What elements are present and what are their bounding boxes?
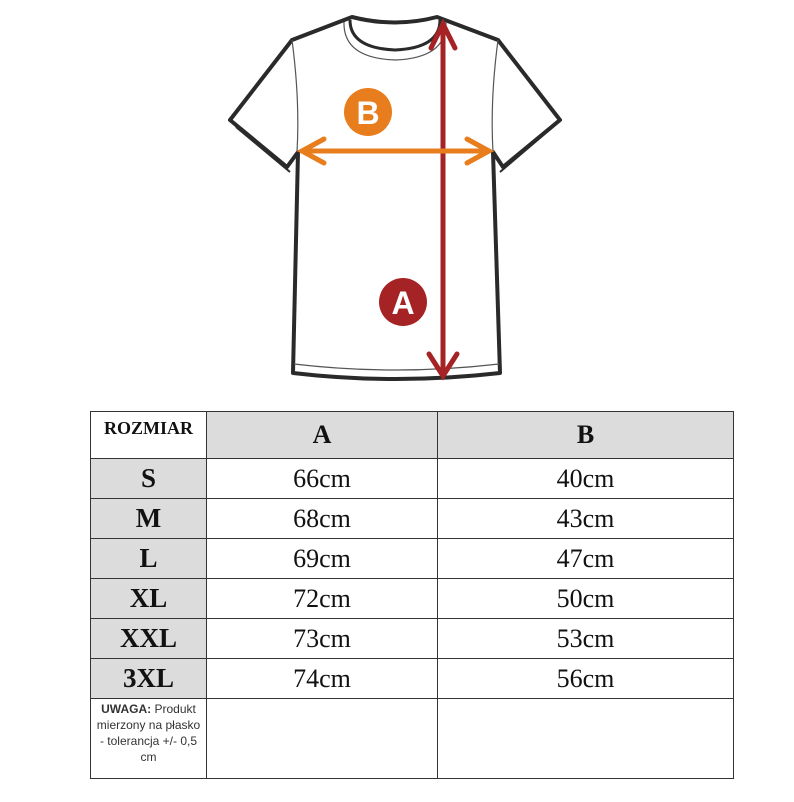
note-row [91, 699, 734, 779]
header-size: ROZMIAR [91, 412, 207, 459]
measure-b-badge [344, 88, 392, 136]
table-row [91, 659, 734, 699]
note-text: Produkt mierzony na płasko - tolerancja +/- 0,5 cm [96, 702, 201, 764]
tshirt-diagram [0, 0, 794, 400]
a-value: 69cm [207, 539, 438, 579]
b-value: 47cm [438, 539, 734, 579]
measure-a-badge [379, 278, 427, 326]
size-cell: XL [91, 579, 207, 619]
b-value: 50cm [438, 579, 734, 619]
empty-cell [438, 699, 734, 779]
b-value: 40cm [438, 459, 734, 499]
note-cell [91, 699, 207, 779]
a-value: 66cm [207, 459, 438, 499]
size-cell: XXL [91, 619, 207, 659]
table-row [91, 579, 734, 619]
tshirt-illustration [0, 0, 794, 400]
tshirt-outline [230, 17, 560, 379]
size-cell: S [91, 459, 207, 499]
b-value: 53cm [438, 619, 734, 659]
a-value: 74cm [207, 659, 438, 699]
b-value: 56cm [438, 659, 734, 699]
a-value: 73cm [207, 619, 438, 659]
empty-cell [207, 699, 438, 779]
b-value: 43cm [438, 499, 734, 539]
size-cell: L [91, 539, 207, 579]
table-row [91, 619, 734, 659]
a-value: 72cm [207, 579, 438, 619]
table-row [91, 499, 734, 539]
measure-a-label: A [391, 285, 415, 321]
size-cell: M [91, 499, 207, 539]
header-a: A [207, 412, 438, 459]
table-header-row [91, 412, 734, 459]
a-value: 68cm [207, 499, 438, 539]
size-table [90, 411, 734, 779]
note-label: UWAGA: [101, 702, 152, 716]
table-row [91, 539, 734, 579]
table-row [91, 459, 734, 499]
size-cell: 3XL [91, 659, 207, 699]
measure-b-label: B [356, 95, 380, 131]
header-b: B [438, 412, 734, 459]
